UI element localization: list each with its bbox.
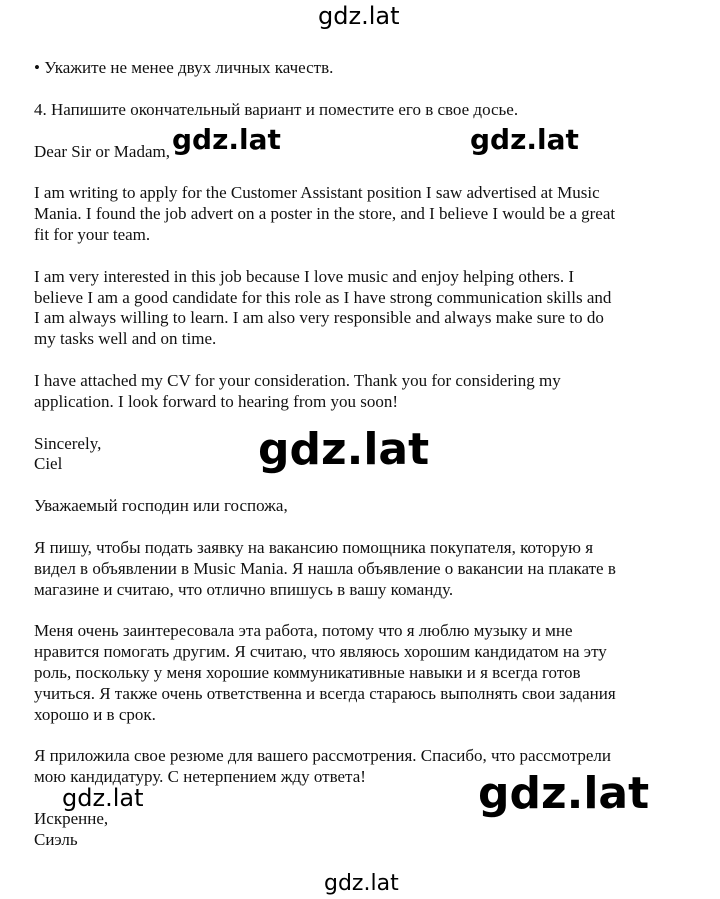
text-line: believe I am a good candidate for this role as I have strong communication skills and [34,287,612,307]
russian-paragraph-2 [34,621,664,725]
text-line: Меня очень заинтересовала эта работа, потому что я люблю музыку и мне [34,621,573,641]
text-line: I am very interested in this job because I love music and enjoy helping others. I [34,266,575,286]
watermark-small: gdz.lat [62,784,144,812]
text-line: мою кандидатуру. С нетерпением жду ответа! [34,767,366,787]
english-signature: Ciel [34,454,63,474]
text-line: магазине и считаю, что отлично впишусь в вашу команду. [34,579,454,599]
russian-paragraph-3 [34,746,664,788]
english-closing: Sincerely, [34,433,102,453]
bullet-text: Укажите не менее двух личных качеств. [44,58,334,77]
english-paragraph-1 [34,183,664,245]
text-line: нравится помогать другим. Я считаю, что являюсь хорошим кандидатом на эту [34,642,607,662]
russian-paragraph-1 [34,538,664,600]
text-line: Я пишу, чтобы подать заявку на вакансию помощника покупателя, которую я [34,537,594,557]
task-bullet [34,58,664,79]
task-step-4: 4. Напишите окончательный вариант и поместите его в свое досье. [34,99,519,119]
russian-closing: Искренне, [34,808,109,828]
watermark-right: gdz.lat [470,123,579,156]
text-line: my tasks well and on time. [34,329,217,349]
text-line: I am writing to apply for the Customer Assistant position I saw advertised at Music [34,183,600,203]
watermark-top: gdz.lat [318,2,400,30]
russian-greeting: Уважаемый господин или госпожа, [34,496,288,516]
watermark-center: gdz.lat [258,424,430,475]
text-line: хорошо и в срок. [34,704,156,724]
russian-signature: Сиэль [34,829,78,849]
text-line: Я приложила свое резюме для вашего рассмотрения. Спасибо, что рассмотрели [34,746,611,766]
text-line: видел в объявлении в Music Mania. Я нашла объявление о вакансии на плакате в [34,558,616,578]
text-line: I have attached my CV for your consideration. Thank you for considering my [34,370,561,390]
text-line: I am always willing to learn. I am also very responsible and always make sure to do [34,308,604,328]
english-greeting: Dear Sir or Madam, [34,141,170,161]
english-paragraph-2 [34,267,664,350]
watermark-left: gdz.lat [172,123,281,156]
document-page [34,58,664,851]
text-line: учиться. Я также очень ответственна и всегда стараюсь выполнять свои задания [34,683,616,703]
watermark-bottom: gdz.lat [324,871,399,896]
bullet-mark: • [34,58,40,77]
watermark-large-right: gdz.lat [478,768,650,819]
text-line: Mania. I found the job advert on a poster in the store, and I believe I would be a great [34,204,616,224]
text-line: fit for your team. [34,224,151,244]
english-paragraph-3 [34,371,664,413]
text-line: роль, поскольку у меня хорошие коммуникативные навыки и я всегда готов [34,662,581,682]
text-line: application. I look forward to hearing from you soon! [34,391,398,411]
